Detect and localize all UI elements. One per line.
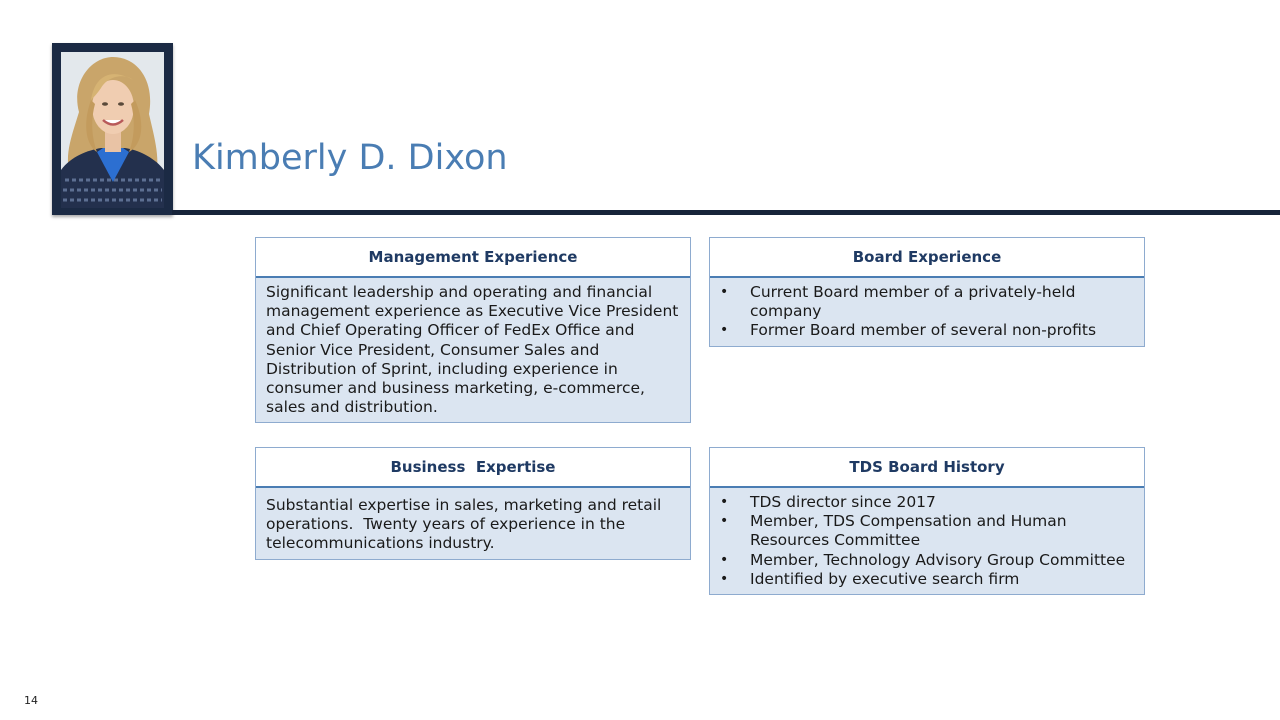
tds-board-history-list-container	[710, 488, 1144, 594]
slide-title: Kimberly D. Dixon	[192, 138, 508, 178]
list-item: • Former Board member of several non-profits	[720, 321, 1134, 340]
management-experience-box	[255, 237, 691, 423]
page-number: 14	[24, 694, 38, 707]
title-divider	[172, 210, 1280, 215]
list-item: • Identified by executive search firm	[720, 570, 1134, 589]
tds-board-history-box	[709, 447, 1145, 595]
management-experience-text: Significant leadership and operating and financial management experience as Executive Vice President and Chief Operating Officer of FedEx Office and Senior Vice President, Consumer Sales and Distribution of Sprint, including experience in consumer and business marketing, e-commerce, sales and distribution.	[256, 278, 690, 422]
list-item: • TDS director since 2017	[720, 493, 1134, 512]
business-expertise-box	[255, 447, 691, 560]
tds-board-history-heading: TDS Board History	[710, 448, 1144, 488]
board-experience-list-container	[710, 278, 1144, 346]
list-item: • Current Board member of a privately-held company	[720, 283, 1134, 321]
portrait-photo	[61, 52, 164, 208]
board-experience-list	[720, 283, 1134, 341]
business-expertise-text: Substantial expertise in sales, marketing and retail operations. Twenty years of experience in the telecommunications industry.	[256, 488, 690, 559]
tds-board-history-list	[720, 493, 1134, 589]
business-expertise-heading: Business Expertise	[256, 448, 690, 488]
board-experience-box	[709, 237, 1145, 347]
board-experience-heading: Board Experience	[710, 238, 1144, 278]
list-item: • Member, TDS Compensation and Human Resources Committee	[720, 512, 1134, 550]
portrait-frame	[52, 43, 173, 215]
list-item: • Member, Technology Advisory Group Committee	[720, 551, 1134, 570]
management-experience-heading: Management Experience	[256, 238, 690, 278]
